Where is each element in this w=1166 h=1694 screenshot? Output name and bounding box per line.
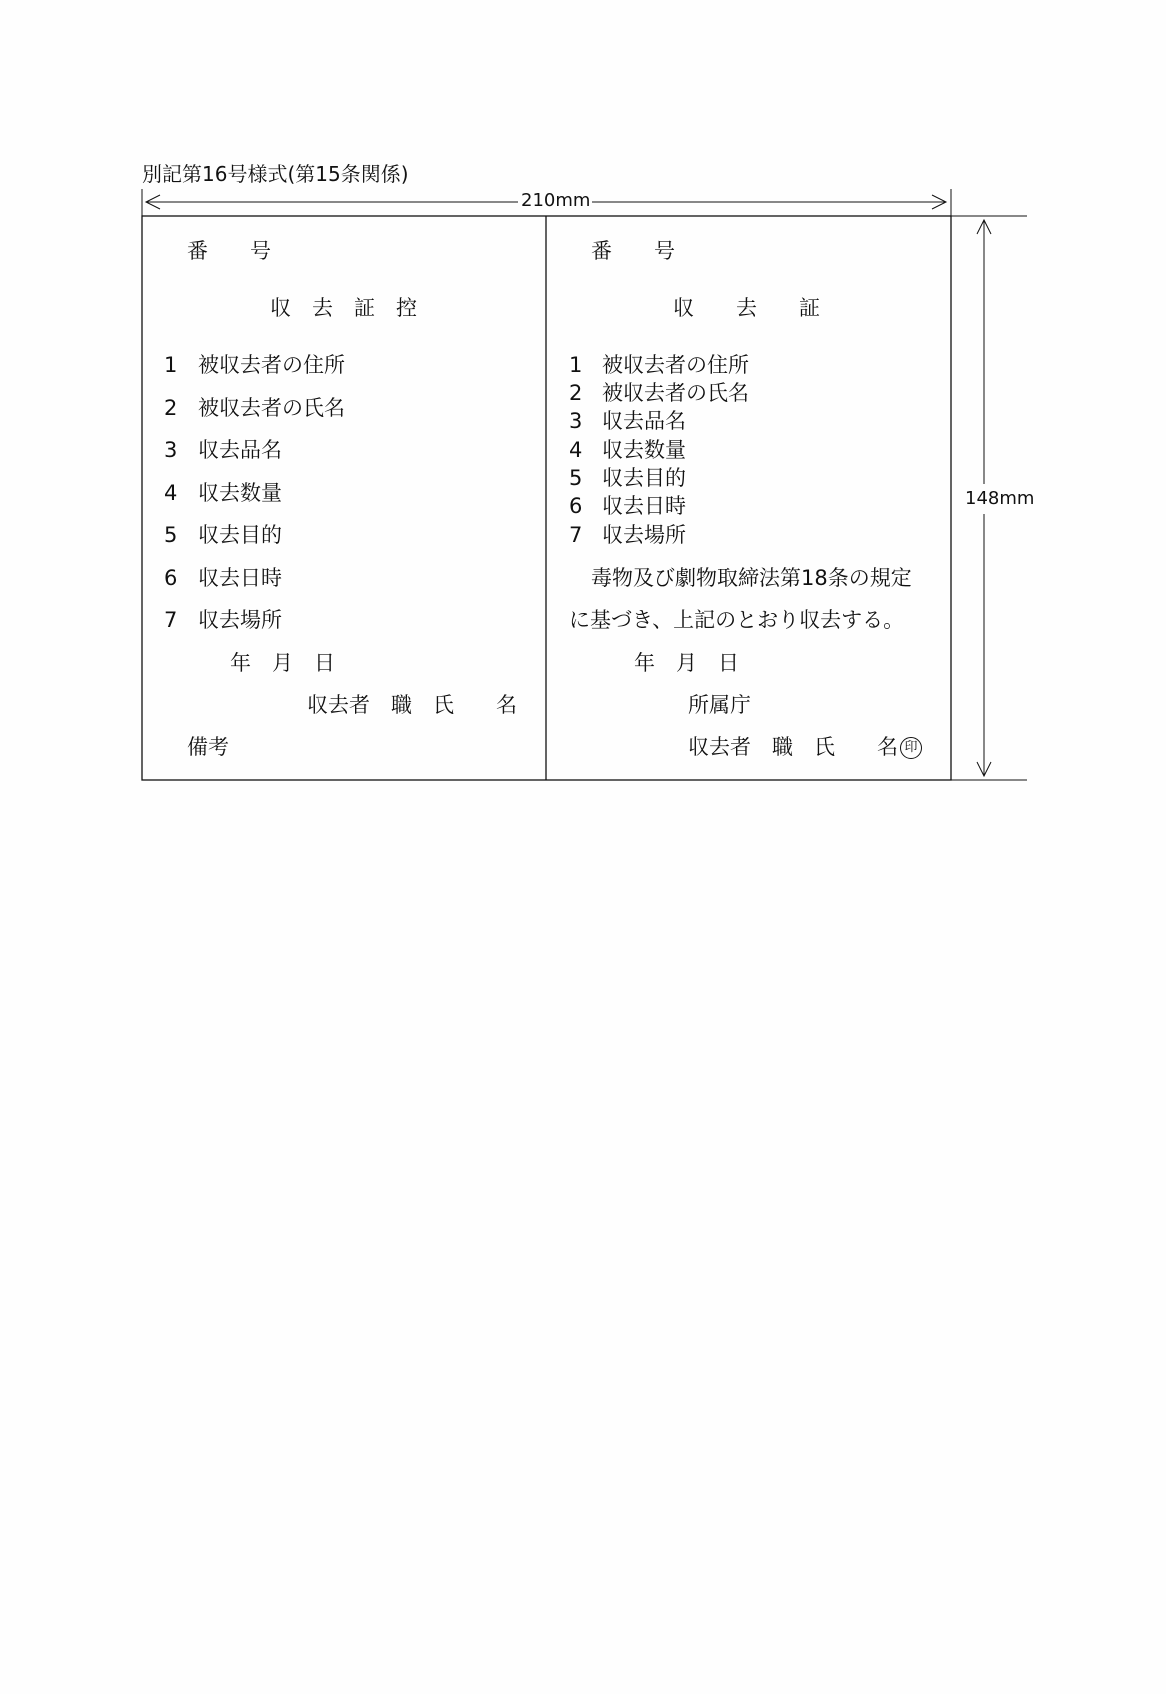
right-item-text: 被収去者の氏名 xyxy=(602,381,749,405)
right-item-num: 6 xyxy=(569,494,583,518)
left-item-num: 6 xyxy=(164,566,178,590)
left-item-num: 5 xyxy=(164,523,178,547)
left-item-text: 被収去者の氏名 xyxy=(198,396,345,420)
right-item-num: 4 xyxy=(569,438,583,462)
right-item-text: 被収去者の住所 xyxy=(602,353,749,377)
left-item-text: 収去目的 xyxy=(198,523,282,547)
width-dimension-label: 210mm xyxy=(521,190,591,211)
right-statement-line2: に基づき、上記のとおり収去する。 xyxy=(569,608,905,632)
right-collector-line xyxy=(688,735,922,759)
left-collector-label: 収去者 職 氏 名 xyxy=(307,693,517,717)
right-number-label: 番 号 xyxy=(591,239,675,263)
right-item-num: 2 xyxy=(569,381,583,405)
right-item-num: 5 xyxy=(569,466,583,490)
right-item-text: 収去日時 xyxy=(602,494,686,518)
right-statement-line1: 毒物及び劇物取締法第18条の規定 xyxy=(591,566,912,590)
left-item-num: 7 xyxy=(164,608,178,632)
right-item-num: 1 xyxy=(569,353,583,377)
right-collector-label: 収去者 職 氏 名 xyxy=(688,735,898,759)
right-item-text: 収去目的 xyxy=(602,466,686,490)
right-item-num: 7 xyxy=(569,523,583,547)
left-number-label: 番 号 xyxy=(187,239,271,263)
left-item-text: 収去品名 xyxy=(198,438,282,462)
right-item-text: 収去数量 xyxy=(602,438,686,462)
left-item-num: 1 xyxy=(164,353,178,377)
left-remarks-label: 備考 xyxy=(187,735,229,759)
left-item-text: 収去場所 xyxy=(198,608,282,632)
left-item-text: 収去数量 xyxy=(198,481,282,505)
left-item-text: 被収去者の住所 xyxy=(198,353,345,377)
left-date-label: 年 月 日 xyxy=(230,651,335,675)
left-title: 収 去 証 控 xyxy=(270,296,417,320)
right-title: 収 去 証 xyxy=(673,296,820,320)
right-item-text: 収去品名 xyxy=(602,409,686,433)
right-item-text: 収去場所 xyxy=(602,523,686,547)
left-item-text: 収去日時 xyxy=(198,566,282,590)
left-item-num: 4 xyxy=(164,481,178,505)
height-dimension-label: 148mm xyxy=(965,488,1035,509)
right-office-label: 所属庁 xyxy=(688,693,751,717)
right-item-num: 3 xyxy=(569,409,583,433)
form-title: 別記第16号様式(第15条関係) xyxy=(142,162,409,186)
seal-mark: 印 xyxy=(900,737,922,759)
left-item-num: 2 xyxy=(164,396,178,420)
left-item-num: 3 xyxy=(164,438,178,462)
right-date-label: 年 月 日 xyxy=(634,651,739,675)
